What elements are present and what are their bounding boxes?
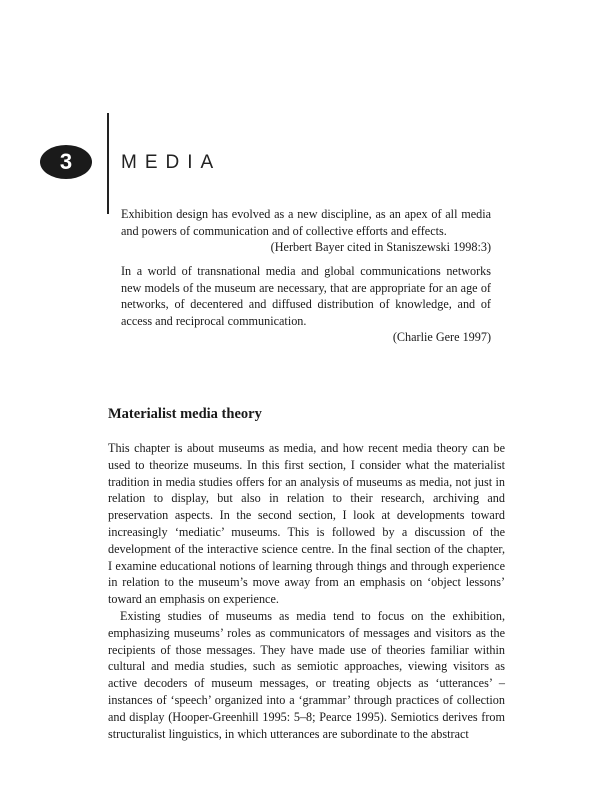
chapter-number-badge: 3 <box>40 145 92 179</box>
epigraph <box>121 263 491 346</box>
body-text <box>108 440 505 742</box>
epigraph-citation: (Herbert Bayer cited in Staniszewski 1998:3) <box>270 240 491 254</box>
chapter-divider-rule <box>107 113 109 214</box>
epigraph-citation: (Charlie Gere 1997) <box>392 330 491 344</box>
body-paragraph: Existing studies of museums as media tend to focus on the exhibition, emphasizing museums’ roles as communicators of messages and visitors as the recipients of those messages. They have made use of theories familiar within cultural and media studies, such as semiotic approaches, viewing visitors as active decoders of museum messages, or treating objects as ‘utterances’ – instances of ‘speech’ organized into a ‘grammar’ through practices of collection and display (Hooper-Greenhill 1995: 5–8; Pearce 1995). Semiotics derives from structuralist linguistics, in which utterances are subordinate to the abstract <box>108 608 505 741</box>
section-heading: Materialist media theory <box>108 406 262 422</box>
epigraph-text: Exhibition design has evolved as a new discipline, as an apex of all media and powers of communication and of collective efforts and effects. <box>121 207 491 238</box>
chapter-title: MEDIA <box>121 152 222 173</box>
epigraph <box>121 206 491 256</box>
epigraph-text: In a world of transnational media and global communications networks new models of the museum are necessary, that are appropriate for an age of networks, of decentered and diffused distribution of knowledge, and of access and reciprocal communication. <box>121 264 491 328</box>
body-paragraph: This chapter is about museums as media, and how recent media theory can be used to theorize museums. In this first section, I consider what the materialist tradition in media studies offers for an analysis of museums as media, not just in relation to display, but also in relation to their research, archiving and preservation aspects. In the second section, I look at developments toward increasingly ‘mediatic’ museums. This is followed by a discussion of the development of the interactive science centre. In the final section of the chapter, I examine educational notions of learning through things and through experience in relation to the museum’s move away from an emphasis on ‘object lessons’ toward an emphasis on experience. <box>108 441 505 607</box>
